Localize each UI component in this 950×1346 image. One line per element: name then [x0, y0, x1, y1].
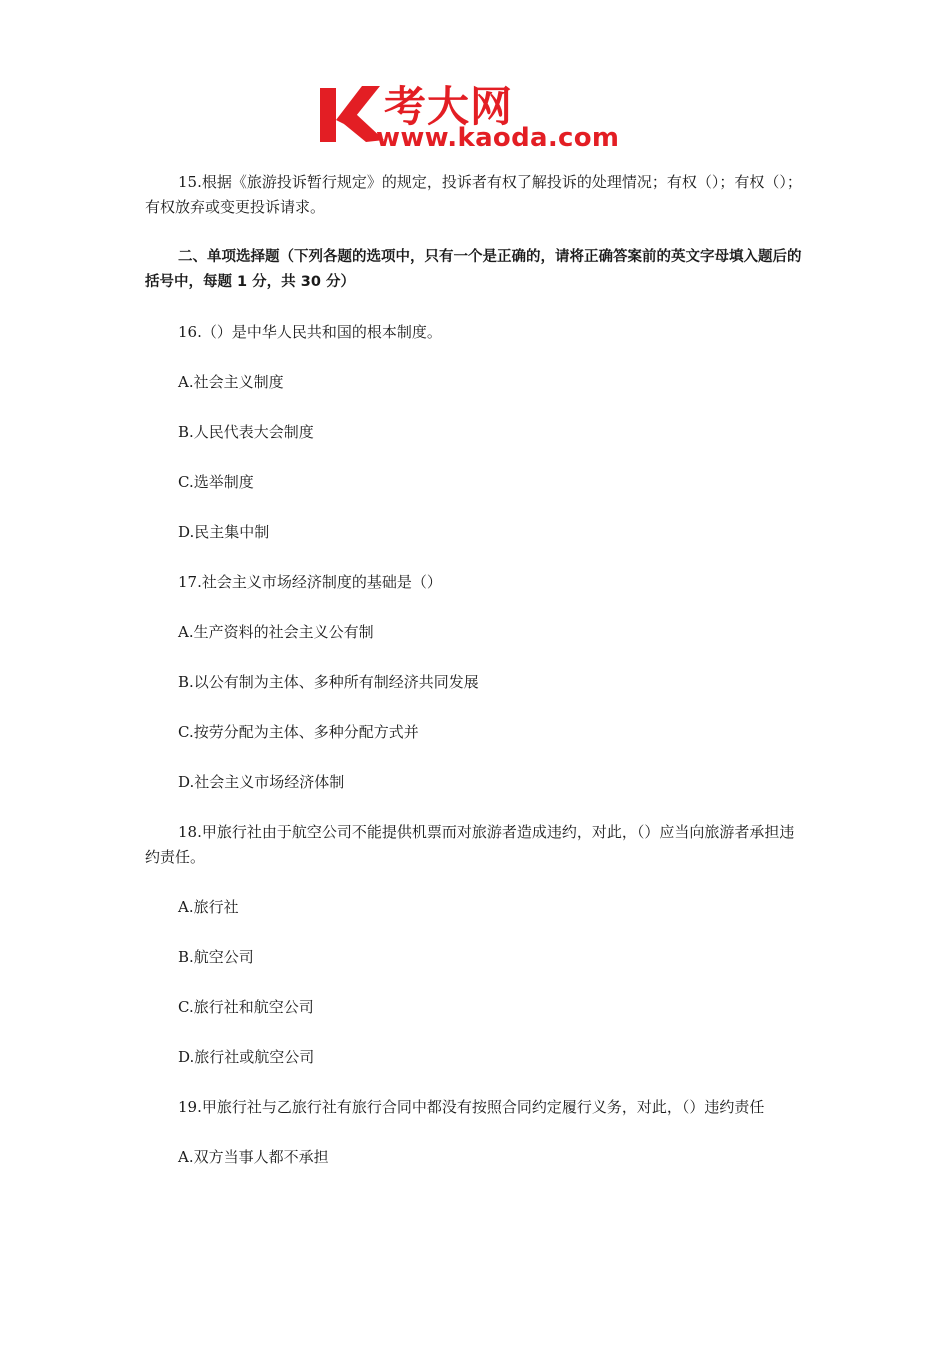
option-16a: A.社会主义制度 [178, 373, 284, 391]
option-17c: C.按劳分配为主体、多种分配方式并 [178, 723, 419, 741]
option-17d: D.社会主义市场经济体制 [178, 773, 345, 791]
logo-url: www.kaoda.com [376, 123, 620, 153]
kaoda-logo [318, 80, 640, 160]
question-17: 17.社会主义市场经济制度的基础是（） [178, 573, 442, 591]
option-18a: A.旅行社 [178, 898, 239, 916]
option-16c: C.选举制度 [178, 473, 254, 491]
option-16d: D.民主集中制 [178, 523, 270, 541]
question-15: 15.根据《旅游投诉暂行规定》的规定，投诉者有权了解投诉的处理情况；有权（）；有权（）；有权放弃或变更投诉请求。 [145, 173, 802, 216]
document-body [145, 170, 807, 1195]
question-18: 18.甲旅行社由于航空公司不能提供机票而对旅游者造成违约，对此，（）应当向旅游者承担违约责任。 [145, 823, 795, 866]
logo-brand-text: 考大网 [384, 82, 514, 131]
option-18d: D.旅行社或航空公司 [178, 1048, 315, 1066]
option-18b: B.航空公司 [178, 948, 254, 966]
option-17a: A.生产资料的社会主义公有制 [178, 623, 374, 641]
option-19a: A.双方当事人都不承担 [178, 1148, 329, 1166]
option-16b: B.人民代表大会制度 [178, 423, 314, 441]
question-19: 19.甲旅行社与乙旅行社有旅行合同中都没有按照合同约定履行义务，对此，（）违约责任 [178, 1098, 765, 1116]
question-16: 16.（）是中华人民共和国的根本制度。 [178, 323, 442, 341]
section-heading: 二、单项选择题（下列各题的选项中，只有一个是正确的，请将正确答案前的英文字母填入题后的括号中，每题 1 分，共 30 分） [145, 249, 802, 290]
logo-k-icon [318, 80, 384, 146]
option-17b: B.以公有制为主体、多种所有制经济共同发展 [178, 673, 479, 691]
option-18c: C.旅行社和航空公司 [178, 998, 314, 1016]
